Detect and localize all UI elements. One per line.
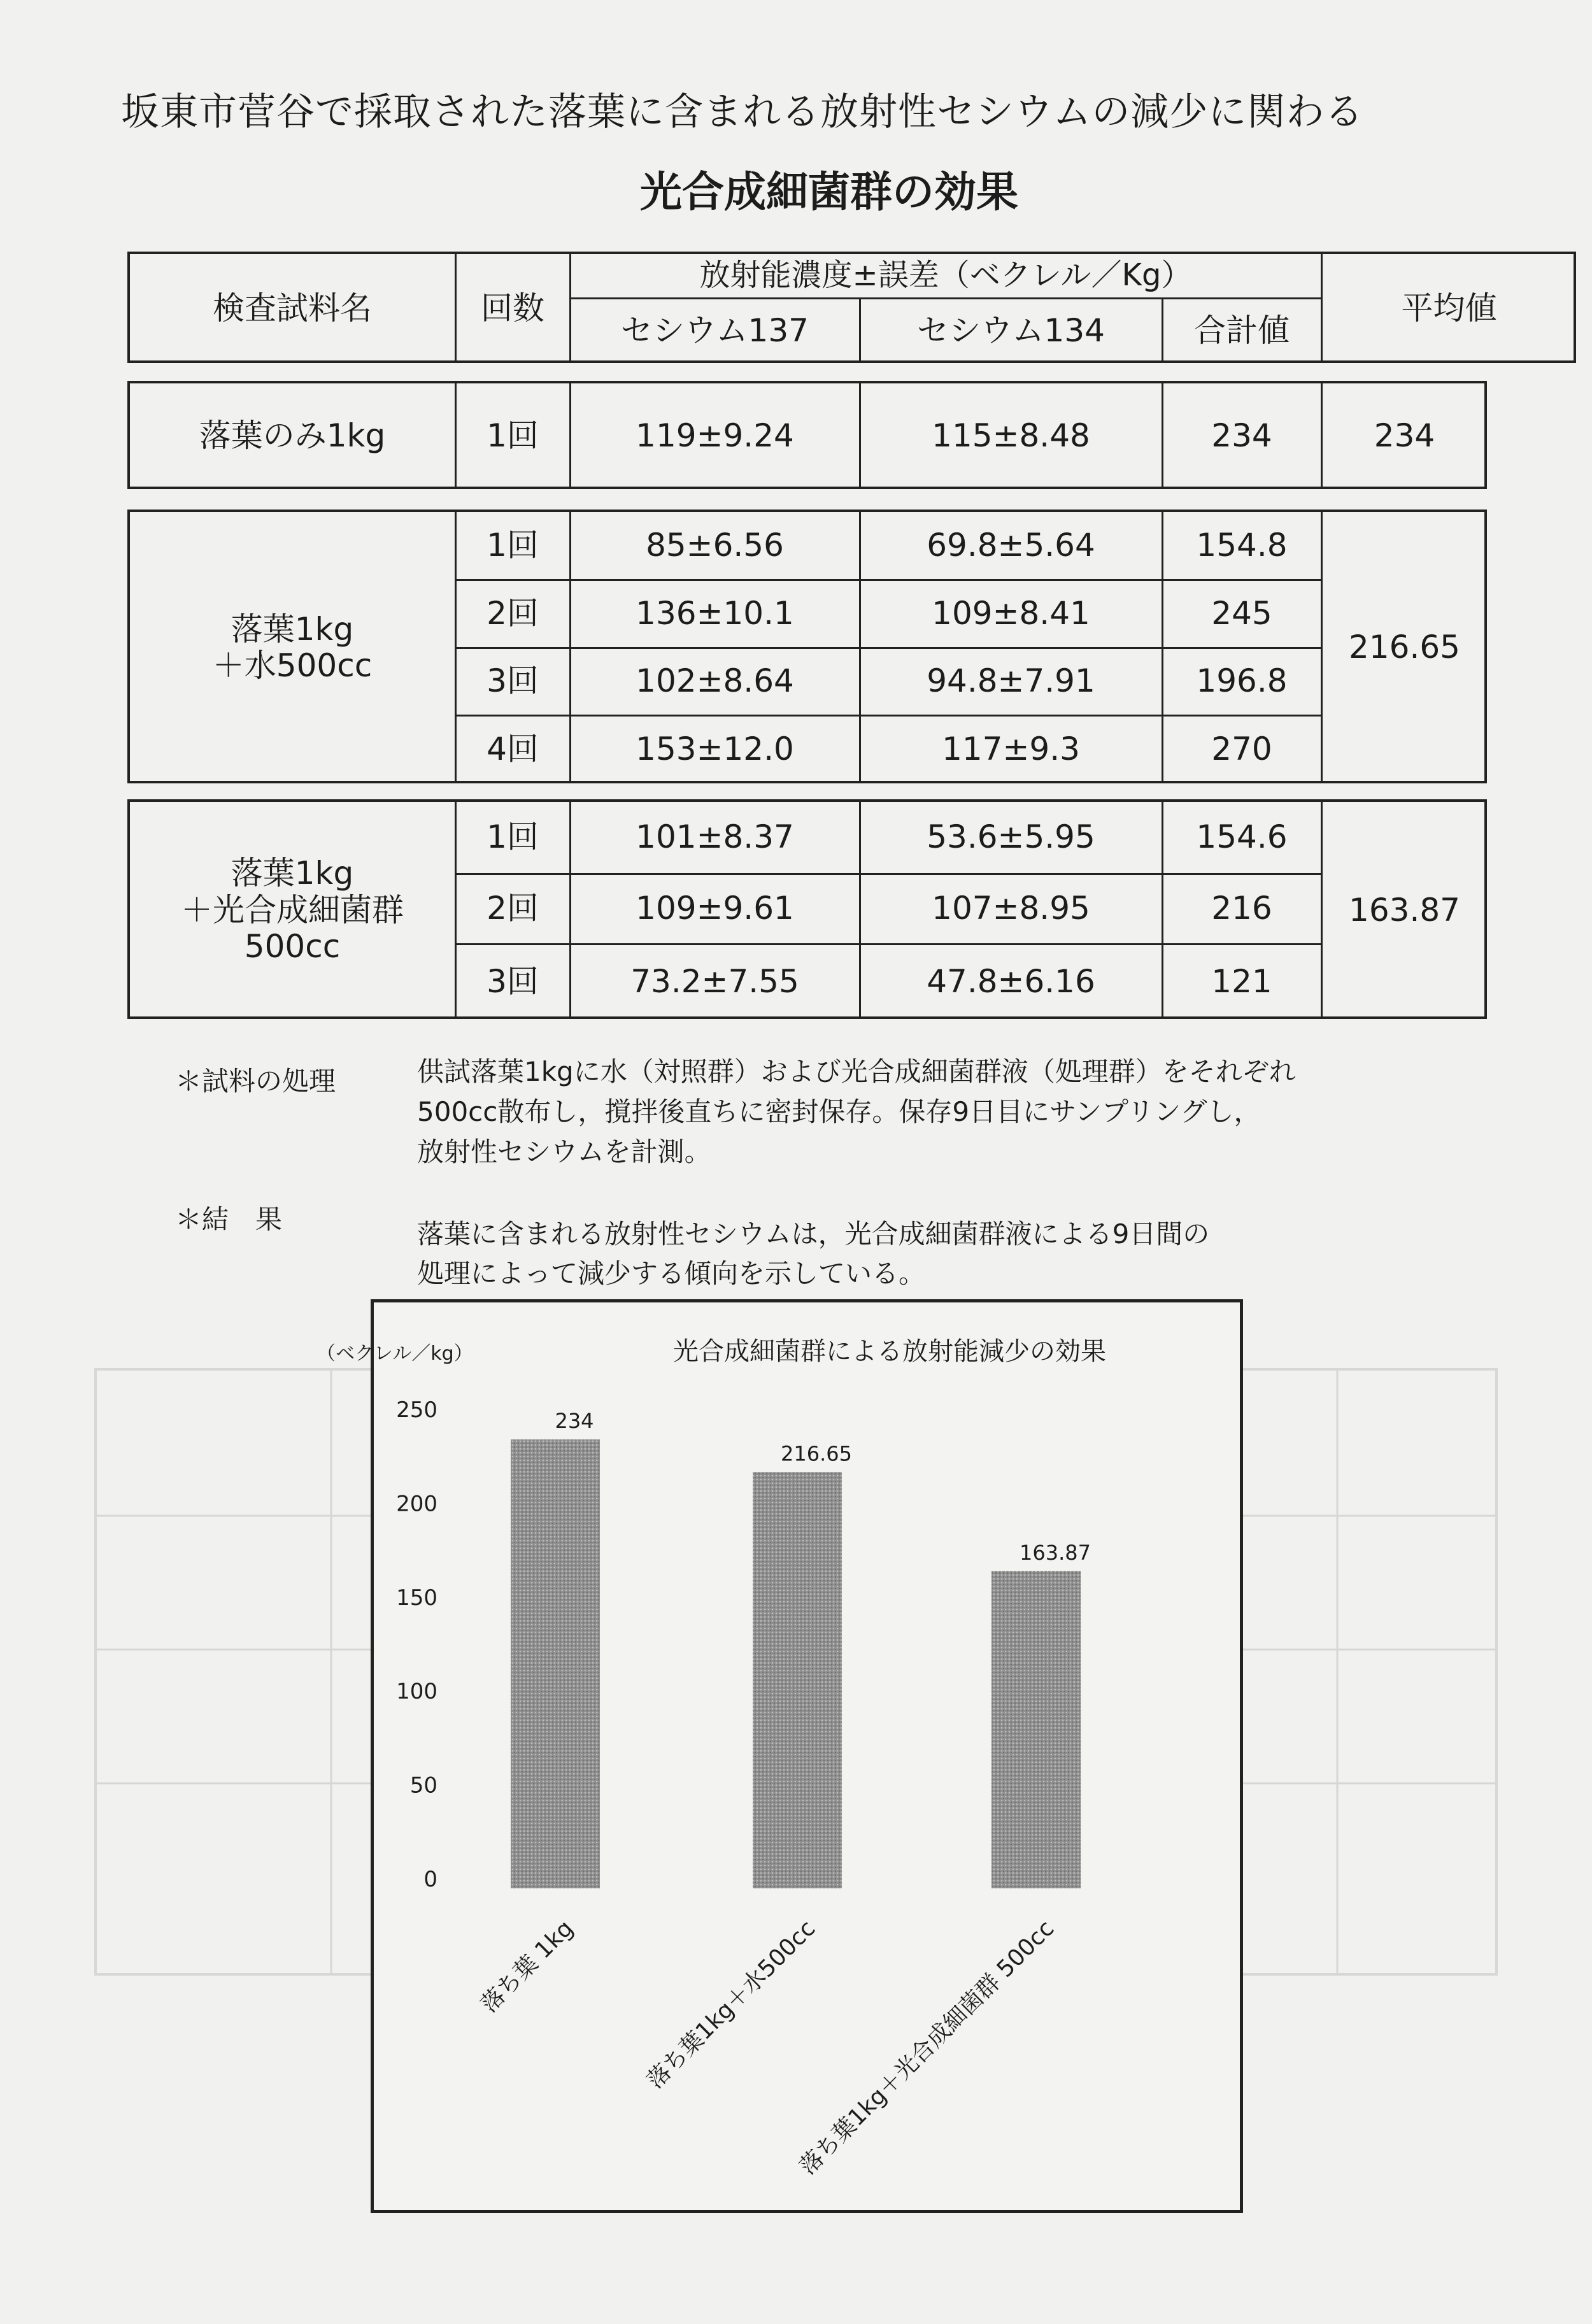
result-text-line: 処理によって減少する傾向を示している。 <box>417 1258 926 1289</box>
row-cs137: 153±12.0 <box>636 731 794 768</box>
treatment-text-line: 供試落葉1kgに水（対照群）および光合成細菌群液（処理群）をそれぞれ <box>417 1056 1296 1087</box>
bar <box>753 1472 842 1888</box>
header-total: 合計値 <box>1194 311 1290 349</box>
x-category-label: 落ち葉1kg＋光合成細菌群 500cc <box>795 1915 1060 2180</box>
x-category-label: 落ち葉 1kg <box>476 1915 579 2018</box>
group-name-line: 500cc <box>244 928 341 966</box>
result-label: ＊結 果 <box>175 1204 283 1235</box>
row-total: 216 <box>1211 890 1272 927</box>
row-count: 1回 <box>487 526 539 564</box>
group-average: 234 <box>1374 417 1435 455</box>
group-name-line: 落葉1kg <box>231 610 354 648</box>
row-cs137: 136±10.1 <box>636 594 794 632</box>
result-text-line: 落葉に含まれる放射性セシウムは，光合成細菌群液による9日間の <box>417 1218 1210 1250</box>
row-count: 1回 <box>487 417 539 455</box>
y-tick-label: 200 <box>396 1491 437 1517</box>
row-cs134: 94.8±7.91 <box>927 662 1095 700</box>
header-concentration: 放射能濃度±誤差（ベクレル／Kg） <box>699 257 1192 294</box>
row-cs134: 117±9.3 <box>942 731 1080 768</box>
y-tick-label: 250 <box>396 1397 437 1423</box>
group-name-line: 落葉1kg <box>231 855 354 892</box>
chart-title: 光合成細菌群による放射能減少の効果 <box>673 1337 1106 1366</box>
table-header <box>127 252 1576 363</box>
row-count: 3回 <box>487 662 539 700</box>
row-total: 154.6 <box>1196 818 1288 856</box>
bar-value-label: 163.87 <box>1020 1540 1091 1565</box>
y-tick-label: 50 <box>409 1772 437 1799</box>
y-tick-label: 0 <box>423 1867 437 1892</box>
bar-value-label: 216.65 <box>781 1441 852 1466</box>
document-title: 坂東市菅谷で採取された落葉に含まれる放射性セシウムの減少に関わる <box>121 90 1364 134</box>
x-category-label: 落ち葉1kg＋水500cc <box>642 1915 821 2094</box>
treatment-text-line: 500cc散布し，撹拌後直ちに密封保存。保存9日目にサンプリングし， <box>417 1096 1261 1127</box>
row-total: 154.8 <box>1196 526 1288 564</box>
row-cs134: 109±8.41 <box>932 594 1090 632</box>
row-count: 3回 <box>487 962 539 1000</box>
group-name <box>130 802 455 1019</box>
row-total: 121 <box>1211 962 1272 1000</box>
treatment-text-line: 放射性セシウムを計測。 <box>417 1136 711 1167</box>
bar-value-label: 234 <box>555 1409 594 1434</box>
treatment-label: ＊試料の処理 <box>175 1066 336 1097</box>
table-group-leaves-only <box>127 381 1487 489</box>
row-cs137: 73.2±7.55 <box>630 962 799 1000</box>
chart-frame <box>316 1299 1243 2213</box>
bar-chart <box>316 1302 1240 2210</box>
header-average: 平均値 <box>1401 289 1497 327</box>
y-tick-label: 150 <box>396 1585 437 1611</box>
row-total: 270 <box>1211 731 1272 768</box>
group-average: 216.65 <box>1349 629 1460 666</box>
row-cs134: 69.8±5.64 <box>927 526 1095 564</box>
row-cs137: 119±9.24 <box>636 417 794 455</box>
document-subtitle: 光合成細菌群の効果 <box>640 168 1018 217</box>
row-count: 2回 <box>487 594 539 632</box>
row-cs134: 47.8±6.16 <box>927 962 1095 1000</box>
group-name <box>130 512 455 783</box>
bar <box>991 1571 1081 1888</box>
row-total: 245 <box>1211 594 1272 632</box>
row-cs137: 101±8.37 <box>636 818 794 856</box>
row-cs134: 107±8.95 <box>932 890 1090 927</box>
row-cs134: 115±8.48 <box>932 417 1090 455</box>
row-count: 4回 <box>487 731 539 768</box>
group-name-line: ＋水500cc <box>212 647 373 684</box>
group-name-line: ＋光合成細菌群 <box>181 891 404 929</box>
row-count: 1回 <box>487 818 539 856</box>
group-average: 163.87 <box>1349 891 1460 929</box>
header-cs137: セシウム137 <box>621 311 809 349</box>
header-count: 回数 <box>481 289 544 327</box>
row-cs134: 53.6±5.95 <box>927 818 1095 856</box>
row-total: 196.8 <box>1196 662 1288 700</box>
bar <box>511 1439 600 1888</box>
table-group-water <box>127 510 1487 783</box>
table-group-bacteria <box>127 799 1487 1019</box>
header-sample-name: 検査試料名 <box>213 289 372 327</box>
row-count: 2回 <box>487 890 539 927</box>
group-name: 落葉のみ1kg <box>199 417 386 455</box>
y-tick-label: 100 <box>396 1679 437 1705</box>
row-cs137: 85±6.56 <box>646 526 784 564</box>
y-axis-label: （ベクレル／kg） <box>316 1343 473 1365</box>
row-total: 234 <box>1211 417 1272 455</box>
header-cs134: セシウム134 <box>917 311 1105 349</box>
row-cs137: 102±8.64 <box>636 662 794 700</box>
row-cs137: 109±9.61 <box>636 890 794 927</box>
